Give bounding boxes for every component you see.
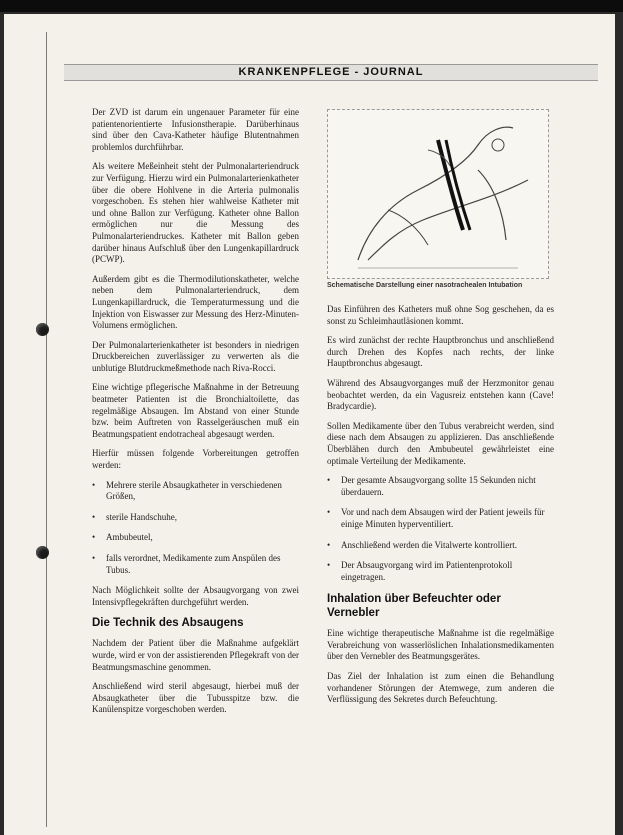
- punch-hole: [36, 546, 49, 559]
- list-item: • Ambubeutel,: [92, 532, 299, 544]
- paragraph: Außerdem gibt es die Thermodilutionskatheter, welche neben dem Pulmonalarteriendruck, dem Lungenkapillardruck, die Temperaturmessung und die Injektion von Eiswasser zur Messung des Herz-Minuten-Volumens ermöglichen.: [92, 273, 299, 331]
- paragraph: Das Einführen des Katheters muß ohne Sog geschehen, da es sonst zu Schleimhautläsionen kommt.: [327, 304, 554, 326]
- punch-hole: [36, 323, 49, 336]
- paragraph: Hierfür müssen folgende Vorbereitungen getroffen werden:: [92, 448, 299, 471]
- paragraph: Eine wichtige therapeutische Maßnahme ist die regelmäßige Verabreichung von wasserlöslichen Inhalationsmedikamenten über den Vernebler des Beatmungsgerätes.: [327, 628, 554, 662]
- list-item: • falls verordnet, Medikamente zum Anspülen des Tubus.: [92, 553, 299, 576]
- journal-header: KRANKENPFLEGE - JOURNAL: [64, 64, 598, 81]
- list-item: • sterile Handschuhe,: [92, 512, 299, 524]
- top-border: [0, 0, 623, 12]
- paragraph: Nachdem der Patient über die Maßnahme aufgeklärt wurde, wird er von der assistierenden Pflegekraft von der Beatmungsmaschine genommen.: [92, 638, 299, 672]
- paragraph: Nach Möglichkeit sollte der Absaugvorgang von zwei Intensivpflegekräften durchgeführt werden.: [92, 585, 299, 607]
- list-item: • Der gesamte Absaugvorgang sollte 15 Sekunden nicht überdauern.: [327, 475, 554, 498]
- paragraph: Sollen Medikamente über den Tubus verabreicht werden, sind diese nach dem Absaugen zu applizieren. Das anschließende Überblähen durch den Ambubeutel gewährleistet eine optimale Verteilung der Medikamente.: [327, 420, 554, 466]
- list-item: • Der Absaugvorgang wird im Patientenprotokoll eingetragen.: [327, 560, 554, 583]
- paragraph: Es wird zunächst der rechte Hauptbronchus und anschließend durch Drehen des Kopfes nach rechts, der linke Hauptbronchus abgesaugt.: [327, 335, 554, 369]
- paragraph: Eine wichtige pflegerische Maßnahme in der Betreuung beatmeter Patienten ist die Bronchialtoilette, das regelmäßige Absaugen. Im Abstand von einer Stunde bzw. beim Auftreten von Rasselgeräuschen muß ein Beatmungspatient endotracheal abgesaugt werden.: [92, 382, 299, 439]
- bullet-list: [92, 480, 299, 577]
- paragraph: Der ZVD ist darum ein ungenauer Parameter für eine patientenorientierte Infusionstherapie. Darüberhinaus sind über den Cava-Katheter häufige Blutentnahmen problemlos durchführbar.: [92, 107, 299, 152]
- section-heading: Inhalation über Befeuchter oder Vernebler: [327, 593, 501, 620]
- right-column: [327, 304, 554, 714]
- document-page: [4, 14, 615, 835]
- figure-caption: Schematische Darstellung einer nasotrachealen Intubation: [327, 282, 523, 289]
- paragraph: Als weitere Meßeinheit steht der Pulmonalarteriendruck zur Verfügung. Hierzu wird ein Pulmonalarterienkatheter über die obere Hohlvene in die Arteria pulmonalis vorgeschoben. Es stehen hier wahlweise Katheter mit und ohne Ballon zur Verfügung. Katheter ohne Ballon ermöglichen nur die Messung des Pulmonalarteriendruckes. Katheter mit Ballon geben darüber hinaus Aufschluß über den Lungenkapillardruck (PCWP).: [92, 161, 299, 265]
- left-column: [92, 107, 299, 724]
- list-item: • Mehrere sterile Absaugkatheter in verschiedenen Größen,: [92, 480, 299, 503]
- paragraph: Der Pulmonalarterienkatheter ist besonders in niedrigen Druckbereichen zuverlässiger zu verwerten als die unblutige Blutdruckmeßmethode nach Riva-Rocci.: [92, 339, 299, 373]
- paragraph: Während des Absaugvorganges muß der Herzmonitor genau beobachtet werden, da ein Vagusreiz entstehen kann (Cave! Bradycardie).: [327, 377, 554, 412]
- paragraph: Anschließend wird steril abgesaugt, hierbei muß der Absaugkatheter über die Tubusspitze bzw. die Kanülenspitze vorgeschoben werden.: [92, 681, 299, 715]
- list-item: • Vor und nach dem Absaugen wird der Patient jeweils für einige Minuten hyperventiliert.: [327, 507, 554, 530]
- paragraph: Das Ziel der Inhalation ist zum einen die Behandlung vorhandener Störungen der Atemwege, zum anderen die Verflüssigung des Sekretes durch Befeuchtung.: [327, 671, 554, 705]
- intubation-illustration: [327, 109, 549, 279]
- list-item: • Anschließend werden die Vitalwerte kontrolliert.: [327, 540, 554, 552]
- head-sketch-icon: [328, 110, 548, 278]
- bullet-list: [327, 475, 554, 583]
- binder-line: [46, 32, 47, 827]
- section-heading: Die Technik des Absaugens: [92, 617, 244, 630]
